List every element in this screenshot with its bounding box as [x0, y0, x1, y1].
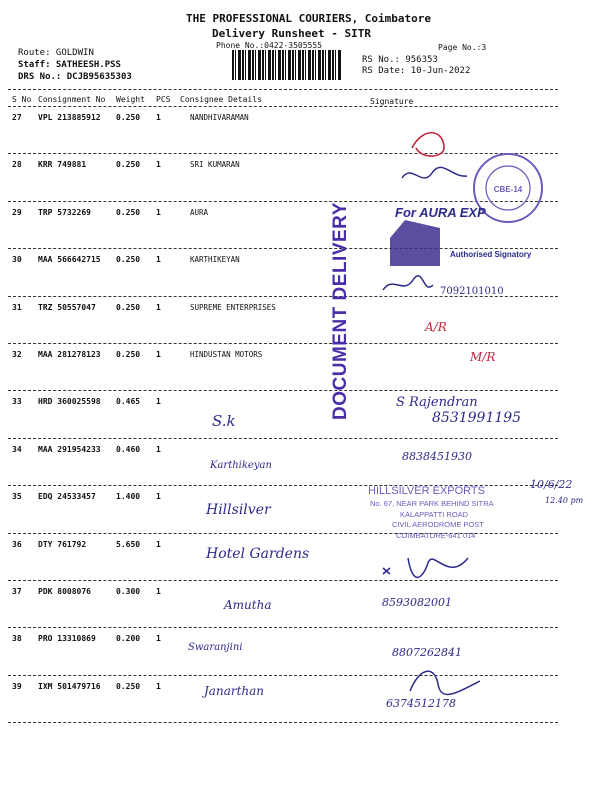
rs-date: RS Date: 10-Jun-2022: [362, 66, 471, 76]
table-row: [0, 108, 560, 156]
row-weight: 0.250: [116, 255, 141, 265]
row-divider: [8, 343, 558, 344]
row-consignment: PRO 13310869: [38, 634, 96, 644]
row-sno: 36: [12, 539, 22, 549]
row-pcs: 1: [156, 587, 161, 596]
row-weight: 0.250: [116, 160, 141, 170]
row-consignment: MAA 291954233: [38, 444, 101, 454]
handwritten-phone-row33: 8531991195: [432, 410, 522, 426]
row-pcs: 1: [156, 397, 161, 407]
hillsilver-stamp-name: HILLSILVER EXPORTS: [368, 485, 485, 497]
table-row: [0, 440, 560, 488]
aura-stamp-text: For AURA EXP: [395, 205, 486, 220]
handwritten-phone-row30: 7092101010: [440, 286, 504, 297]
row-weight: 0.250: [116, 113, 141, 122]
row-weight: 0.460: [116, 444, 141, 454]
row-consignee: NANDHIVARAMAN: [190, 113, 249, 122]
row-consignee: SUPREME ENTERPRISES: [190, 302, 276, 312]
row-weight: 0.250: [116, 350, 141, 359]
row-sno: 39: [12, 681, 22, 691]
row-pcs: 1: [156, 160, 161, 170]
row-pcs: 1: [156, 302, 161, 312]
svg-text:CBE-14: CBE-14: [493, 185, 523, 194]
row-pcs: 1: [156, 350, 161, 359]
row-weight: 0.300: [116, 587, 141, 596]
row-weight: 0.250: [116, 302, 141, 312]
header-divider-top: [8, 89, 558, 90]
row-sno: 34: [12, 444, 22, 454]
row-consignee: SRI KUMARAN: [190, 160, 240, 170]
aura-logo-icon: [385, 218, 445, 268]
company-name: THE PROFESSIONAL COURIERS, Coimbatore: [186, 12, 432, 25]
row-consignment: HRD 360025598: [38, 397, 101, 407]
hillsilver-stamp-addr1: No. 67, NEAR PARK BEHIND SITRA: [370, 499, 494, 508]
hillsilver-stamp-addr4: COIMBATORE-641 014: [396, 531, 476, 540]
row-divider: [8, 533, 558, 534]
row-sno: 31: [12, 302, 22, 312]
row-weight: 0.250: [116, 207, 141, 217]
row-weight: 5.650: [116, 539, 141, 549]
handwritten-phone-row37: 8593082001: [382, 596, 452, 609]
row-pcs: 1: [156, 444, 161, 454]
row-pcs: 1: [156, 539, 161, 549]
table-row: [0, 582, 560, 630]
hillsilver-stamp-addr3: CIVIL AERODROME POST: [392, 520, 484, 529]
row-pcs: 1: [156, 634, 161, 644]
row-sno: 29: [12, 207, 22, 217]
row-weight: 0.200: [116, 634, 141, 644]
col-sno: S No: [12, 95, 32, 104]
row-consignment: PDK 8008076: [38, 587, 91, 596]
row-weight: 0.465: [116, 397, 141, 407]
row-consignment: MAA 281278123: [38, 350, 101, 359]
handwritten-name-row33: S.k: [212, 412, 236, 430]
header-divider-bottom: [8, 106, 558, 107]
col-pcs: PCS: [156, 95, 171, 104]
col-consignment: Consignment No: [38, 95, 106, 104]
drs-number: DRS No.: DCJB95635303: [18, 72, 132, 82]
row-divider: [8, 438, 558, 439]
row-pcs: 1: [156, 113, 161, 122]
handwritten-name-row35: Hillsilver: [206, 502, 271, 518]
handwritten-date-row35: 10/6/22: [530, 478, 573, 491]
page-number: Page No.:3: [438, 43, 487, 52]
handwritten-phone-row39: 6374512178: [386, 697, 456, 710]
route-label: Route: GOLDWIN: [18, 48, 94, 58]
row-weight: 0.250: [116, 681, 141, 691]
col-weight: Weight: [116, 95, 145, 104]
row-consignment: MAA 566642715: [38, 255, 101, 265]
handwritten-name-row39: Janarthan: [204, 684, 265, 698]
signature-row27: [392, 118, 472, 198]
row-consignee: AURA: [190, 207, 209, 217]
handwritten-time-row35: 12.40 pm: [545, 496, 584, 505]
handwritten-name-row37: Amutha: [224, 598, 272, 612]
staff-label: Staff: SATHEESH.PSS: [18, 60, 121, 70]
handwritten-phone-row38: 8807262841: [392, 646, 462, 659]
row-pcs: 1: [156, 207, 161, 217]
row-consignment: DTY 761792: [38, 539, 87, 549]
sheet-title: Delivery Runsheet - SITR: [212, 27, 371, 40]
handwritten-note-row31: A/R: [425, 320, 447, 334]
row-consignment: KRR 749881: [38, 160, 87, 170]
row-divider: [8, 722, 558, 723]
handwritten-name-row36: Hotel Gardens: [206, 546, 310, 562]
row-pcs: 1: [156, 681, 161, 691]
row-pcs: 1: [156, 255, 161, 265]
handwritten-sig-row33: S Rajendran: [396, 395, 478, 410]
signature-row39: [400, 666, 490, 696]
rs-number: RS No.: 956353: [362, 55, 438, 65]
col-signature: Signature: [370, 97, 414, 106]
handwritten-note-row32: M/R: [470, 350, 496, 364]
table-row: [0, 298, 560, 346]
row-sno: 27: [12, 113, 22, 122]
barcode-icon: [232, 50, 342, 80]
row-weight: 1.400: [116, 492, 141, 502]
phone-number: Phone No.:0422-3505555: [216, 41, 322, 50]
row-consignment: TRZ 50557047: [38, 302, 96, 312]
row-consignee: KARTHIKEYAN: [190, 255, 240, 265]
document-delivery-stamp: DOCUMENT DELIVERY: [330, 202, 351, 420]
row-sno: 28: [12, 160, 22, 170]
row-consignment: VPL 213885912: [38, 113, 101, 122]
row-pcs: 1: [156, 492, 161, 502]
row-consignment: IXM 501479716: [38, 681, 101, 691]
row-divider: [8, 390, 558, 391]
signature-row36: [378, 548, 498, 588]
row-divider: [8, 627, 558, 628]
col-consignee: Consignee Details: [180, 95, 262, 104]
handwritten-name-row38: Swaranjini: [188, 642, 243, 653]
row-sno: 37: [12, 587, 22, 596]
row-sno: 33: [12, 397, 22, 407]
row-sno: 38: [12, 634, 22, 644]
row-sno: 35: [12, 492, 22, 502]
handwritten-name-row34: Karthikeyan: [210, 460, 272, 471]
row-sno: 32: [12, 350, 22, 359]
row-consignment: EDQ 24533457: [38, 492, 96, 502]
authorised-signatory: Authorised Signatory: [450, 250, 532, 259]
row-consignee: HINDUSTAN MOTORS: [190, 350, 263, 359]
hillsilver-stamp-addr2: KALAPPATTI ROAD: [400, 510, 469, 519]
handwritten-phone-row34: 8838451930: [402, 450, 472, 463]
row-consignment: TRP 5732269: [38, 207, 91, 217]
row-sno: 30: [12, 255, 22, 265]
